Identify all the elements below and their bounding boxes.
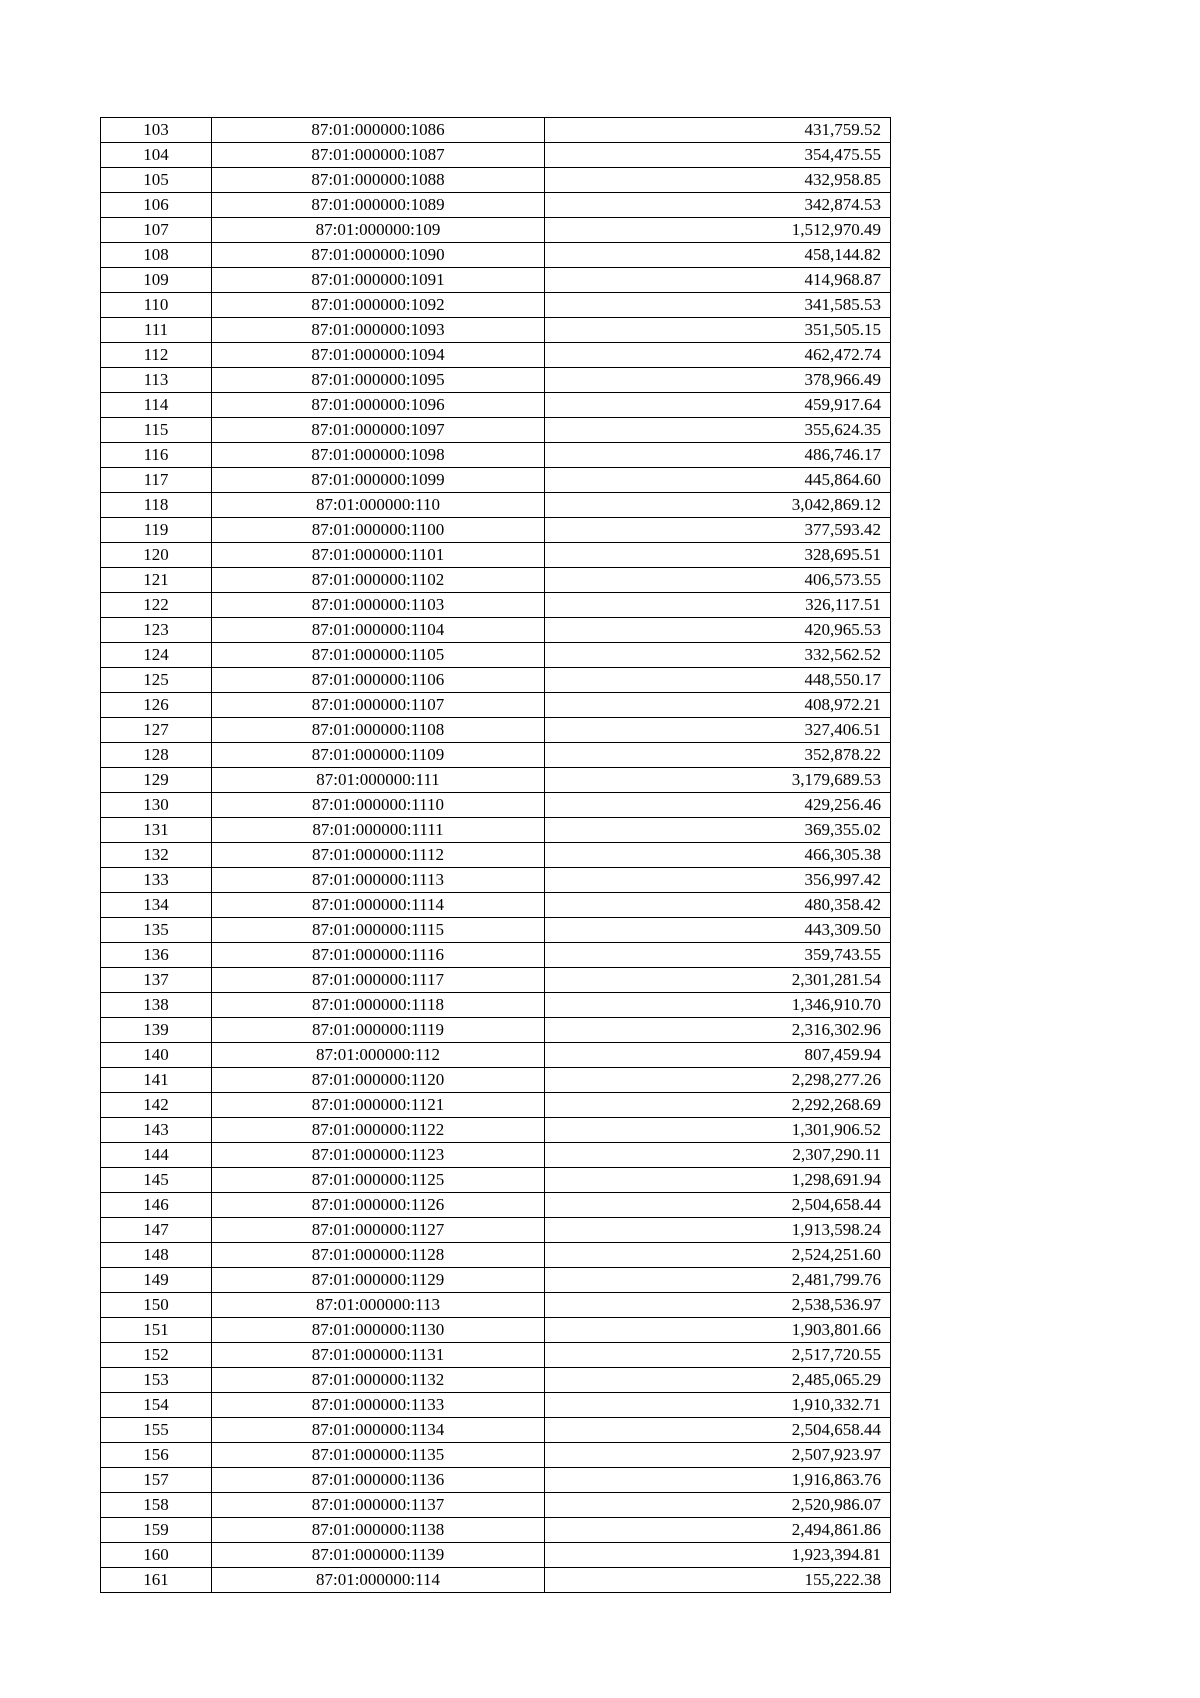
row-number-cell: 157 <box>101 1468 212 1493</box>
table-row <box>101 343 891 368</box>
row-number-cell: 106 <box>101 193 212 218</box>
row-number-cell: 150 <box>101 1293 212 1318</box>
row-number-cell: 155 <box>101 1418 212 1443</box>
row-number-cell: 118 <box>101 493 212 518</box>
table-row <box>101 468 891 493</box>
value-cell: 406,573.55 <box>545 568 891 593</box>
row-number-cell: 137 <box>101 968 212 993</box>
table-row <box>101 1168 891 1193</box>
row-number-cell: 114 <box>101 393 212 418</box>
table-row <box>101 1418 891 1443</box>
value-cell: 327,406.51 <box>545 718 891 743</box>
table-row <box>101 193 891 218</box>
cadastral-number-cell: 87:01:000000:111 <box>212 768 545 793</box>
cadastral-number-cell: 87:01:000000:1097 <box>212 418 545 443</box>
cadastral-number-cell: 87:01:000000:1120 <box>212 1068 545 1093</box>
cadastral-number-cell: 87:01:000000:1093 <box>212 318 545 343</box>
table-row <box>101 268 891 293</box>
cadastral-number-cell: 87:01:000000:1109 <box>212 743 545 768</box>
row-number-cell: 144 <box>101 1143 212 1168</box>
value-cell: 2,481,799.76 <box>545 1268 891 1293</box>
row-number-cell: 120 <box>101 543 212 568</box>
table-row <box>101 693 891 718</box>
table-row <box>101 1468 891 1493</box>
cadastral-number-cell: 87:01:000000:1108 <box>212 718 545 743</box>
cadastral-number-cell: 87:01:000000:1134 <box>212 1418 545 1443</box>
cadastral-number-cell: 87:01:000000:1094 <box>212 343 545 368</box>
cadastral-number-cell: 87:01:000000:1122 <box>212 1118 545 1143</box>
cadastral-number-cell: 87:01:000000:1128 <box>212 1243 545 1268</box>
value-cell: 354,475.55 <box>545 143 891 168</box>
cadastral-number-cell: 87:01:000000:1106 <box>212 668 545 693</box>
value-cell: 2,507,923.97 <box>545 1443 891 1468</box>
row-number-cell: 140 <box>101 1043 212 1068</box>
table-row <box>101 1343 891 1368</box>
value-cell: 328,695.51 <box>545 543 891 568</box>
cadastral-number-cell: 87:01:000000:1103 <box>212 593 545 618</box>
table-row <box>101 143 891 168</box>
value-cell: 429,256.46 <box>545 793 891 818</box>
value-cell: 480,358.42 <box>545 893 891 918</box>
cadastral-number-cell: 87:01:000000:112 <box>212 1043 545 1068</box>
table-row <box>101 1243 891 1268</box>
value-cell: 3,042,869.12 <box>545 493 891 518</box>
value-cell: 2,292,268.69 <box>545 1093 891 1118</box>
table-row <box>101 418 891 443</box>
value-cell: 445,864.60 <box>545 468 891 493</box>
cadastral-number-cell: 87:01:000000:1123 <box>212 1143 545 1168</box>
cadastral-number-cell: 87:01:000000:113 <box>212 1293 545 1318</box>
table-row <box>101 168 891 193</box>
value-cell: 1,512,970.49 <box>545 218 891 243</box>
cadastral-number-cell: 87:01:000000:1118 <box>212 993 545 1018</box>
value-cell: 414,968.87 <box>545 268 891 293</box>
row-number-cell: 128 <box>101 743 212 768</box>
cadastral-number-cell: 87:01:000000:1138 <box>212 1518 545 1543</box>
cadastral-number-cell: 87:01:000000:1131 <box>212 1343 545 1368</box>
table-row <box>101 743 891 768</box>
row-number-cell: 119 <box>101 518 212 543</box>
row-number-cell: 112 <box>101 343 212 368</box>
cadastral-value-table <box>100 117 891 1593</box>
cadastral-number-cell: 87:01:000000:1088 <box>212 168 545 193</box>
table-row <box>101 543 891 568</box>
value-cell: 420,965.53 <box>545 618 891 643</box>
table-row <box>101 493 891 518</box>
value-cell: 1,903,801.66 <box>545 1318 891 1343</box>
value-cell: 351,505.15 <box>545 318 891 343</box>
row-number-cell: 158 <box>101 1493 212 1518</box>
cadastral-number-cell: 87:01:000000:1100 <box>212 518 545 543</box>
table-row <box>101 443 891 468</box>
cadastral-number-cell: 87:01:000000:109 <box>212 218 545 243</box>
table-row <box>101 618 891 643</box>
table-row <box>101 1118 891 1143</box>
table-row <box>101 1043 891 1068</box>
row-number-cell: 161 <box>101 1568 212 1593</box>
cadastral-number-cell: 87:01:000000:1113 <box>212 868 545 893</box>
cadastral-number-cell: 87:01:000000:1121 <box>212 1093 545 1118</box>
table-row <box>101 1293 891 1318</box>
value-cell: 155,222.38 <box>545 1568 891 1593</box>
cadastral-number-cell: 87:01:000000:1110 <box>212 793 545 818</box>
value-cell: 458,144.82 <box>545 243 891 268</box>
table-row <box>101 868 891 893</box>
cadastral-number-cell: 87:01:000000:1087 <box>212 143 545 168</box>
cadastral-number-cell: 87:01:000000:1089 <box>212 193 545 218</box>
value-cell: 1,923,394.81 <box>545 1543 891 1568</box>
cadastral-number-cell: 87:01:000000:1102 <box>212 568 545 593</box>
cadastral-number-cell: 87:01:000000:1130 <box>212 1318 545 1343</box>
value-cell: 378,966.49 <box>545 368 891 393</box>
row-number-cell: 156 <box>101 1443 212 1468</box>
table-row <box>101 118 891 143</box>
value-cell: 1,916,863.76 <box>545 1468 891 1493</box>
row-number-cell: 110 <box>101 293 212 318</box>
value-cell: 2,494,861.86 <box>545 1518 891 1543</box>
value-cell: 2,517,720.55 <box>545 1343 891 1368</box>
cadastral-number-cell: 87:01:000000:1127 <box>212 1218 545 1243</box>
value-cell: 342,874.53 <box>545 193 891 218</box>
value-cell: 2,301,281.54 <box>545 968 891 993</box>
row-number-cell: 138 <box>101 993 212 1018</box>
table-row <box>101 643 891 668</box>
cadastral-number-cell: 87:01:000000:1119 <box>212 1018 545 1043</box>
value-cell: 448,550.17 <box>545 668 891 693</box>
row-number-cell: 145 <box>101 1168 212 1193</box>
value-cell: 432,958.85 <box>545 168 891 193</box>
table-row <box>101 1568 891 1593</box>
row-number-cell: 152 <box>101 1343 212 1368</box>
row-number-cell: 123 <box>101 618 212 643</box>
table-row <box>101 1093 891 1118</box>
row-number-cell: 129 <box>101 768 212 793</box>
table-row <box>101 918 891 943</box>
row-number-cell: 104 <box>101 143 212 168</box>
table-row <box>101 768 891 793</box>
table-row <box>101 968 891 993</box>
row-number-cell: 160 <box>101 1543 212 1568</box>
cadastral-number-cell: 87:01:000000:1096 <box>212 393 545 418</box>
value-cell: 341,585.53 <box>545 293 891 318</box>
row-number-cell: 116 <box>101 443 212 468</box>
cadastral-number-cell: 87:01:000000:1098 <box>212 443 545 468</box>
table-row <box>101 893 891 918</box>
table-row <box>101 1443 891 1468</box>
value-cell: 1,913,598.24 <box>545 1218 891 1243</box>
table-row <box>101 1143 891 1168</box>
value-cell: 3,179,689.53 <box>545 768 891 793</box>
table-row <box>101 1018 891 1043</box>
value-cell: 1,301,906.52 <box>545 1118 891 1143</box>
cadastral-number-cell: 87:01:000000:1133 <box>212 1393 545 1418</box>
value-cell: 1,298,691.94 <box>545 1168 891 1193</box>
value-cell: 486,746.17 <box>545 443 891 468</box>
value-cell: 2,298,277.26 <box>545 1068 891 1093</box>
value-cell: 2,307,290.11 <box>545 1143 891 1168</box>
row-number-cell: 125 <box>101 668 212 693</box>
value-cell: 2,316,302.96 <box>545 1018 891 1043</box>
table-row <box>101 718 891 743</box>
row-number-cell: 159 <box>101 1518 212 1543</box>
table-row <box>101 843 891 868</box>
table-row <box>101 1318 891 1343</box>
table-body <box>101 118 891 1593</box>
row-number-cell: 131 <box>101 818 212 843</box>
value-cell: 466,305.38 <box>545 843 891 868</box>
row-number-cell: 135 <box>101 918 212 943</box>
table-row <box>101 318 891 343</box>
cadastral-number-cell: 87:01:000000:1112 <box>212 843 545 868</box>
table-row <box>101 593 891 618</box>
row-number-cell: 117 <box>101 468 212 493</box>
table-row <box>101 1368 891 1393</box>
table-row <box>101 818 891 843</box>
row-number-cell: 154 <box>101 1393 212 1418</box>
table-row <box>101 1193 891 1218</box>
value-cell: 2,485,065.29 <box>545 1368 891 1393</box>
cadastral-number-cell: 87:01:000000:1114 <box>212 893 545 918</box>
cadastral-number-cell: 87:01:000000:1116 <box>212 943 545 968</box>
table-row <box>101 393 891 418</box>
row-number-cell: 132 <box>101 843 212 868</box>
table-row <box>101 218 891 243</box>
cadastral-number-cell: 87:01:000000:1107 <box>212 693 545 718</box>
table-row <box>101 943 891 968</box>
table-row <box>101 1218 891 1243</box>
value-cell: 356,997.42 <box>545 868 891 893</box>
value-cell: 352,878.22 <box>545 743 891 768</box>
row-number-cell: 146 <box>101 1193 212 1218</box>
value-cell: 1,346,910.70 <box>545 993 891 1018</box>
table-row <box>101 1068 891 1093</box>
row-number-cell: 115 <box>101 418 212 443</box>
value-cell: 408,972.21 <box>545 693 891 718</box>
row-number-cell: 147 <box>101 1218 212 1243</box>
row-number-cell: 141 <box>101 1068 212 1093</box>
value-cell: 462,472.74 <box>545 343 891 368</box>
table-row <box>101 793 891 818</box>
row-number-cell: 121 <box>101 568 212 593</box>
row-number-cell: 127 <box>101 718 212 743</box>
cadastral-number-cell: 87:01:000000:1091 <box>212 268 545 293</box>
cadastral-number-cell: 87:01:000000:1115 <box>212 918 545 943</box>
row-number-cell: 143 <box>101 1118 212 1143</box>
row-number-cell: 109 <box>101 268 212 293</box>
cadastral-number-cell: 87:01:000000:1086 <box>212 118 545 143</box>
row-number-cell: 153 <box>101 1368 212 1393</box>
cadastral-number-cell: 87:01:000000:1135 <box>212 1443 545 1468</box>
row-number-cell: 111 <box>101 318 212 343</box>
table-row <box>101 1493 891 1518</box>
value-cell: 332,562.52 <box>545 643 891 668</box>
value-cell: 459,917.64 <box>545 393 891 418</box>
value-cell: 443,309.50 <box>545 918 891 943</box>
row-number-cell: 148 <box>101 1243 212 1268</box>
row-number-cell: 126 <box>101 693 212 718</box>
cadastral-number-cell: 87:01:000000:1126 <box>212 1193 545 1218</box>
cadastral-number-cell: 87:01:000000:114 <box>212 1568 545 1593</box>
value-cell: 326,117.51 <box>545 593 891 618</box>
row-number-cell: 149 <box>101 1268 212 1293</box>
value-cell: 2,504,658.44 <box>545 1193 891 1218</box>
table-row <box>101 1268 891 1293</box>
value-cell: 369,355.02 <box>545 818 891 843</box>
row-number-cell: 108 <box>101 243 212 268</box>
table-row <box>101 568 891 593</box>
row-number-cell: 133 <box>101 868 212 893</box>
cadastral-number-cell: 87:01:000000:110 <box>212 493 545 518</box>
table-row <box>101 993 891 1018</box>
table-row <box>101 518 891 543</box>
value-cell: 377,593.42 <box>545 518 891 543</box>
value-cell: 1,910,332.71 <box>545 1393 891 1418</box>
row-number-cell: 113 <box>101 368 212 393</box>
value-cell: 359,743.55 <box>545 943 891 968</box>
value-cell: 2,538,536.97 <box>545 1293 891 1318</box>
table-row <box>101 243 891 268</box>
row-number-cell: 151 <box>101 1318 212 1343</box>
row-number-cell: 107 <box>101 218 212 243</box>
cadastral-number-cell: 87:01:000000:1090 <box>212 243 545 268</box>
cadastral-number-cell: 87:01:000000:1117 <box>212 968 545 993</box>
cadastral-number-cell: 87:01:000000:1105 <box>212 643 545 668</box>
row-number-cell: 105 <box>101 168 212 193</box>
value-cell: 2,520,986.07 <box>545 1493 891 1518</box>
row-number-cell: 130 <box>101 793 212 818</box>
value-cell: 2,524,251.60 <box>545 1243 891 1268</box>
value-cell: 355,624.35 <box>545 418 891 443</box>
cadastral-number-cell: 87:01:000000:1137 <box>212 1493 545 1518</box>
cadastral-number-cell: 87:01:000000:1132 <box>212 1368 545 1393</box>
row-number-cell: 136 <box>101 943 212 968</box>
row-number-cell: 134 <box>101 893 212 918</box>
table-row <box>101 1518 891 1543</box>
table-row <box>101 368 891 393</box>
table-row <box>101 1543 891 1568</box>
row-number-cell: 139 <box>101 1018 212 1043</box>
cadastral-number-cell: 87:01:000000:1136 <box>212 1468 545 1493</box>
row-number-cell: 122 <box>101 593 212 618</box>
row-number-cell: 124 <box>101 643 212 668</box>
table-row <box>101 668 891 693</box>
cadastral-number-cell: 87:01:000000:1092 <box>212 293 545 318</box>
cadastral-number-cell: 87:01:000000:1101 <box>212 543 545 568</box>
value-cell: 431,759.52 <box>545 118 891 143</box>
cadastral-number-cell: 87:01:000000:1104 <box>212 618 545 643</box>
cadastral-number-cell: 87:01:000000:1125 <box>212 1168 545 1193</box>
row-number-cell: 142 <box>101 1093 212 1118</box>
row-number-cell: 103 <box>101 118 212 143</box>
table-row <box>101 293 891 318</box>
cadastral-number-cell: 87:01:000000:1099 <box>212 468 545 493</box>
value-cell: 807,459.94 <box>545 1043 891 1068</box>
cadastral-number-cell: 87:01:000000:1139 <box>212 1543 545 1568</box>
table-row <box>101 1393 891 1418</box>
cadastral-number-cell: 87:01:000000:1129 <box>212 1268 545 1293</box>
cadastral-number-cell: 87:01:000000:1111 <box>212 818 545 843</box>
cadastral-number-cell: 87:01:000000:1095 <box>212 368 545 393</box>
value-cell: 2,504,658.44 <box>545 1418 891 1443</box>
